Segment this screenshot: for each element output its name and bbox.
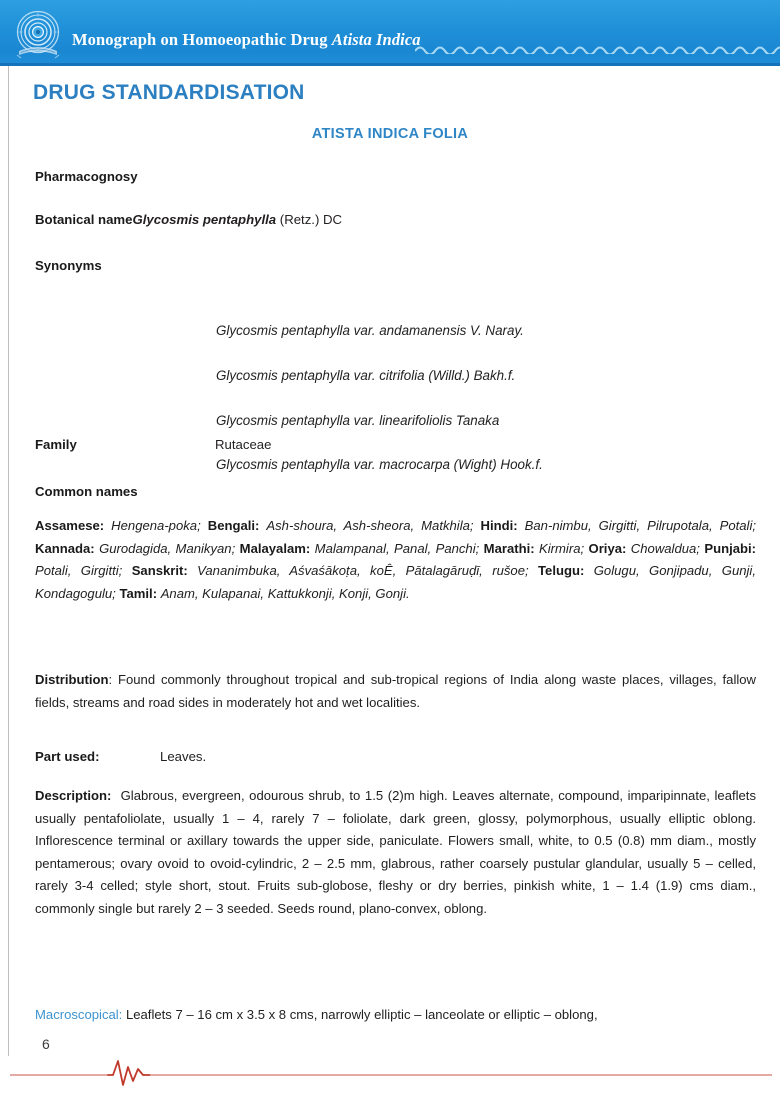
pharmacognosy-label: Pharmacognosy xyxy=(35,169,138,184)
macroscopical-text: Leaflets 7 – 16 cm x 3.5 x 8 cms, narrowly elliptic – lanceolate or elliptic – oblong, xyxy=(122,1007,598,1022)
common-name-language: Marathi: xyxy=(483,540,540,556)
synonyms-row xyxy=(35,257,755,275)
common-name-values: Malampanal, Panal, Panchi; xyxy=(314,540,484,556)
page-header-band xyxy=(0,0,780,66)
distribution-text: Found commonly throughout tropical and sub-tropical regions of India along waste places, villages, fallow fields, streams and road sides in moderately hot and wet localities. xyxy=(35,672,756,710)
synonym-item: Glycosmis pentaphylla var. macrocarpa (Wight) Hook.f. xyxy=(216,457,543,472)
common-name-values: Golugu, Gonjipadu, Gunji, Kondagogulu; xyxy=(35,563,756,601)
common-names-label: Common names xyxy=(35,484,138,499)
common-name-values: Anam, Kulapanai, Kattukkonji, Konji, Gonji. xyxy=(160,585,410,601)
common-names-paragraph xyxy=(35,515,756,605)
page-title: DRUG STANDARDISATION xyxy=(33,81,305,104)
common-name-values: Vananimbuka, Aśvaśākoṭa, koÊ, Pātalagāruḍī, rušoe; xyxy=(197,563,539,579)
botanical-name-authority: (Retz.) DC xyxy=(276,212,343,227)
description-text: Glabrous, evergreen, odourous shrub, to 1.5 (2)m high. Leaves alternate, compound, imparipinnate, leaflets usually pentafoliolate, usually 1 – 4, rarely 7 – foliolate, dark green, glossy, polymorphous, usually elliptic oblong. Inflorescence terminal or axillary towards the upper side, paniculate. Flowers small, white, to 0.5 (0.8) mm diam., mostly pentamerous; ovary ovoid to ovoid-cylindric, 2 – 2.5 mm, glabrous, rather coarsely pustular glandular, usually 5 – celled, rarely 3-4 celled; style short, stout. Fruits sub-globose, fleshy or dry berries, pinkish white, 1 – 1.4 (1.9) cms diam., commonly single but rarely 2 – 3 seeded. Seeds round, plano-convex, oblong. xyxy=(35,788,756,916)
distribution-paragraph xyxy=(35,669,756,714)
page-number: 6 xyxy=(42,1036,50,1052)
common-name-language: Hindi: xyxy=(480,518,525,533)
common-name-language: Bengali: xyxy=(207,518,267,533)
common-name-language: Kannada: xyxy=(35,540,100,556)
header-title xyxy=(72,30,421,50)
common-name-language: Punjabi: xyxy=(704,540,757,556)
common-name-language: Telugu: xyxy=(538,563,594,579)
common-name-values: Chowaldua; xyxy=(630,540,705,556)
family-label: Family xyxy=(35,437,77,452)
common-name-values: Hengena-poka; xyxy=(111,518,208,533)
left-margin-rule xyxy=(8,66,9,1056)
government-emblem-seal-icon xyxy=(11,8,65,62)
macroscopical-paragraph xyxy=(35,1004,756,1027)
common-name-language: Malayalam: xyxy=(239,540,315,556)
common-names-entries xyxy=(35,518,756,601)
family-value: Rutaceae xyxy=(215,437,272,452)
pharmacognosy-heading xyxy=(35,168,755,186)
description-label: Description: xyxy=(35,788,112,803)
page-footer-rule xyxy=(0,1055,780,1095)
botanical-name-value: Glycosmis pentaphylla xyxy=(132,212,277,227)
common-name-values: Kirmira; xyxy=(539,540,589,556)
part-used-label: Part used: xyxy=(35,749,100,764)
header-wavy-rule-icon xyxy=(415,40,780,54)
common-name-language: Sanskrit: xyxy=(131,563,198,579)
synonym-item: Glycosmis pentaphylla var. andamanensis V. Naray. xyxy=(216,323,524,338)
common-name-values: Ash-shoura, Ash-sheora, Matkhila; xyxy=(266,518,481,533)
synonyms-label: Synonyms xyxy=(35,258,102,273)
common-name-language: Oriya: xyxy=(588,540,631,556)
botanical-name-row xyxy=(35,211,755,229)
synonym-item: Glycosmis pentaphylla var. linearifoliolis Tanaka xyxy=(216,413,500,428)
header-title-prefix: Monograph on Homoeopathic Drug xyxy=(72,30,332,49)
header-title-drug-name: Atista Indica xyxy=(331,30,421,49)
macroscopical-label: Macroscopical: xyxy=(35,1007,123,1022)
common-name-language: Tamil: xyxy=(119,585,161,601)
family-row xyxy=(35,436,755,454)
common-name-values: Gurodagida, Manikyan; xyxy=(99,540,240,556)
section-subtitle: ATISTA INDICA FOLIA xyxy=(311,126,469,142)
description-paragraph xyxy=(35,785,756,920)
common-name-language: Assamese: xyxy=(35,518,112,533)
synonym-item: Glycosmis pentaphylla var. citrifolia (Willd.) Bakh.f. xyxy=(216,368,516,383)
distribution-label: Distribution xyxy=(35,672,109,687)
part-used-row xyxy=(35,748,755,766)
part-used-value: Leaves. xyxy=(160,749,207,764)
common-names-heading xyxy=(35,483,755,501)
distribution-separator: : xyxy=(108,672,118,687)
common-name-values: Potali, Girgitti; xyxy=(35,563,132,579)
common-name-values: Ban-nimbu, Girgitti, Pilrupotala, Potali; xyxy=(524,518,757,533)
botanical-name-label: Botanical name xyxy=(35,212,133,227)
